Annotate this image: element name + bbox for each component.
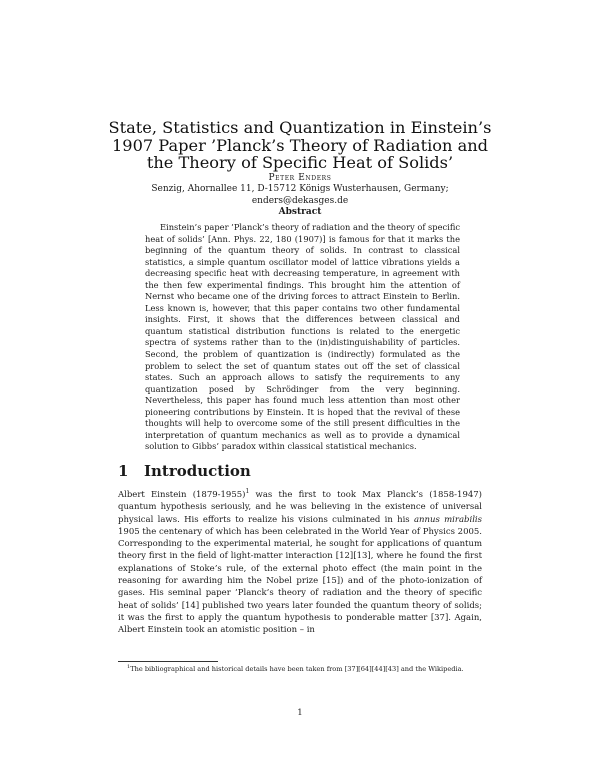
title-line-3: the Theory of Specific Heat of Solids’	[146, 153, 454, 172]
author-name: Peter Enders	[268, 173, 332, 183]
intro-text-part-2: was the first to took Max Planck’s (1858-1947) quantum hypothesis seriously, and he was believing in the existence of universal physical laws. His efforts to realize his visions culminated in his	[118, 490, 482, 525]
section-number: 1	[118, 462, 129, 480]
introduction-paragraph	[118, 489, 482, 636]
section-heading	[118, 462, 251, 480]
author-email: enders@dekasges.de	[251, 196, 349, 206]
title-line-1: State, Statistics and Quantization in Einstein’s	[108, 118, 492, 137]
paper-title	[100, 119, 500, 172]
footnote-mark: 1	[127, 663, 131, 670]
footnote-divider	[118, 661, 218, 662]
abstract-text: Einstein’s paper ’Planck’s theory of radiation and the theory of specific heat of solids’ [Ann. Phys. 22, 180 (1907)] is famous for that it marks the beginning of the quantum theory of solids. In contrast to classical statistics, a simple quantum oscillator model of lattice vibrations yields a decreasing specific heat with decreasing temperature, in agreement with the then few experimental findings. This brought him the attention of Nernst who became one of the driving forces to attract Einstein to Berlin. Less known is, however, that this paper contains two other fundamental insights. First, it shows that the differences between classical and quantum statistical distribution functions is related to the energetic spectra of systems rather than to the (in)distinguishability of particles. Second, the problem of quantization is (indirectly) formulated as the problem to select the set of quantum states out off the set of classical states. Such an approach allows to satisfy the requirements to any quantization posed by Schrödinger from the very beginning. Nevertheless, this paper has found much less attention than most other pioneering contributions by Einstein. It is hoped that the revival of these thoughts will help to overcome some of the still present difficulties in the interpretation of quantum mechanics as well as to provide a dynamical solution to Gibbs’ paradox within classical statistical mechanics.	[145, 222, 460, 452]
section-title: Introduction	[144, 462, 251, 480]
footnote-text: The bibliographical and historical details have been taken from [37][64][44][43] and the Wikipedia.	[130, 665, 464, 673]
intro-italic-term: annus mirabilis	[413, 514, 482, 525]
abstract-heading: Abstract	[278, 207, 322, 217]
intro-text-part-3: 1905 the centenary of which has been celebrated in the World Year of Physics 2005. Corresponding to the experimental material, he sought for applications of quantum theory first in the field of light-matter interaction [12][13], where he found the first explanations of Stoke’s rule, of the external photo effect (the main point in the reasoning for awarding him the Nobel prize [15]) and of the photo-ionization of gases. His seminal paper ’Planck’s theory of radiation and the theory of specific heat of solids’ [14] published two years later founded the quantum theory of solids; it was the first to apply the quantum hypothesis to ponderable matter [37]. Again, Albert Einstein took an atomistic position – in	[118, 526, 482, 636]
page-number: 1	[297, 708, 303, 718]
affiliation-address: Senzig, Ahornallee 11, D-15712 Königs Wusterhausen, Germany;	[151, 184, 449, 194]
footnote	[118, 664, 482, 674]
title-line-2: 1907 Paper ’Planck’s Theory of Radiation and	[111, 135, 489, 155]
intro-text-part-1: Albert Einstein (1879-1955)	[118, 490, 246, 500]
footnote-reference: 1	[245, 488, 250, 496]
author-affiliation	[100, 183, 500, 207]
